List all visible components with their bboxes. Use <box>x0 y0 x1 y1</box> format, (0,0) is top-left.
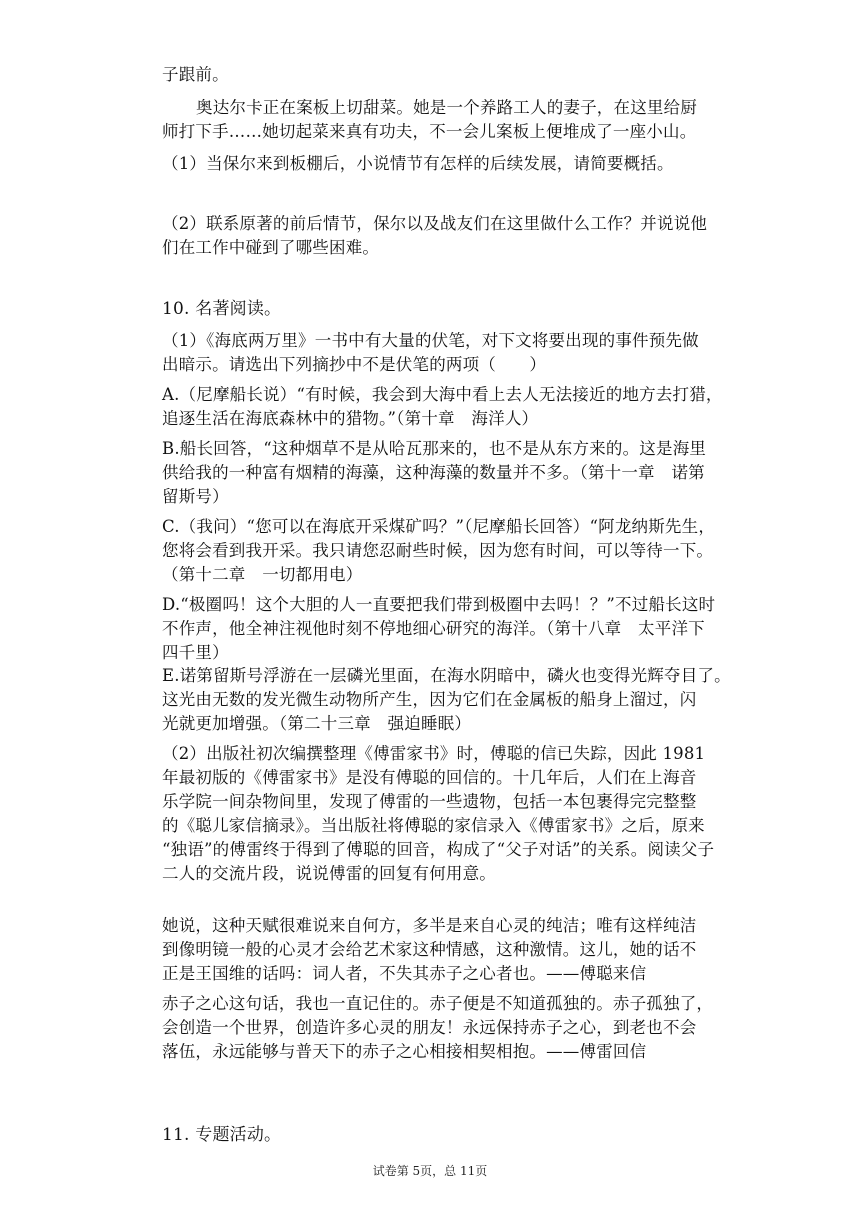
q10-option-d-line1: D.“极圈吗！这个大胆的人一直要把我们带到极圈中去吗！？”不过船长这时 <box>162 595 716 614</box>
intro-cont: 子跟前。 <box>162 65 229 84</box>
q10-heading: 10. 名著阅读。 <box>162 299 282 319</box>
q9-sub2-line2: 们在工作中碰到了哪些困难。 <box>162 238 380 257</box>
q10-option-e-line2: 这光由无数的发光微生动物所产生，因为它们在金属板的船身上溜过，闪 <box>162 690 697 709</box>
intro-para-line2: 师打下手……她切起菜来真有功夫，不一会儿案板上便堆成了一座小山。 <box>162 122 697 141</box>
q10-sub2-line5: “独语”的傅雷终于得到了傅聪的回音，构成了“父子对话”的关系。阅读父子 <box>162 840 715 859</box>
q10-sub2-line6: 二人的交流片段，说说傅雷的回复有何用意。 <box>162 864 496 883</box>
letter-fu-lei-line1: 赤子之心这句话，我也一直记住的。赤子便是不知道孤独的。赤子孤独了， <box>162 994 714 1013</box>
letter-fu-cong-line2: 到像明镜一般的心灵才会给艺术家这种情感，这种激情。这儿，她的话不 <box>162 940 697 959</box>
letter-fu-lei-line3: 落伍，永远能够与普天下的赤子之心相接相契相抱。——傅雷回信 <box>162 1042 647 1061</box>
q10-option-b-line3: 留斯号） <box>162 487 229 506</box>
q10-sub2-line4: 的《聪儿家信摘录》。当出版社将傅聪的家信录入《傅雷家书》之后，原来 <box>162 816 705 835</box>
letter-fu-cong-line3: 正是王国维的话吗：词人者，不失其赤子之心者也。——傅聪来信 <box>162 964 647 983</box>
letter-fu-lei-line2: 会创造一个世界，创造许多心灵的朋友！永远保持赤子之心，到老也不会 <box>162 1018 697 1037</box>
q9-sub1: （1）当保尔来到板棚后，小说情节有怎样的后续发展，请简要概括。 <box>162 154 674 173</box>
q10-sub2-line1: （2）出版社初次编撰整理《傅雷家书》时，傅聪的信已失踪，因此 1981 <box>162 744 706 763</box>
q10-option-c-line3: （第十二章 一切都用电） <box>162 565 363 584</box>
q10-option-b-line2: 供给我的一种富有烟精的海藻，这种海藻的数量并不多。（第十一章 诺第 <box>162 463 705 482</box>
q10-option-d-line3: 四千里） <box>162 643 229 662</box>
q10-option-e-line3: 光就更加增强。（第二十三章 强迫睡眠） <box>162 714 472 733</box>
q10-option-e-line1: E.诺第留斯号浮游在一层磷光里面，在海水阴暗中，磷火也变得光辉夺目了。 <box>162 666 731 685</box>
q10-option-c-line1: C.（我问）“您可以在海底开采煤矿吗？”（尼摩船长回答）“阿龙纳斯先生， <box>162 517 716 536</box>
intro-para-line1: 奥达尔卡正在案板上切甜菜。她是一个养路工人的妻子，在这里给厨 <box>196 98 697 117</box>
letter-fu-cong-line1: 她说，这种天赋很难说来自何方，多半是来自心灵的纯洁；唯有这样纯洁 <box>162 916 697 935</box>
q10-option-c-line2: 您将会看到我开采。我只请您忍耐些时候，因为您有时间，可以等待一下。 <box>162 541 714 560</box>
q10-option-a-line2: 追逐生活在海底森林中的猎物。”（第十章 海洋人） <box>162 409 539 428</box>
q10-option-d-line2: 不作声，他全神注视他时刻不停地细心研究的海洋。（第十八章 太平洋下 <box>162 619 705 638</box>
q10-option-b-line1: B.船长回答，“这种烟草不是从哈瓦那来的，也不是从东方来的。这是海里 <box>162 439 707 458</box>
q10-sub2-line2: 年最初版的《傅雷家书》是没有傅聪的回信的。十几年后，人们在上海音 <box>162 768 697 787</box>
page-footer: 试卷第 5页，总 11页 <box>372 1164 488 1178</box>
q10-sub1-line2: 出暗示。请选出下列摘抄中不是伏笔的两项（ ） <box>162 355 547 374</box>
q10-option-a-line1: A.（尼摩船长说）“有时候，我会到大海中看上去人无法接近的地方去打猎， <box>162 385 723 404</box>
q10-sub1-line1: （1）《海底两万里》一书中有大量的伏笔，对下文将要出现的事件预先做 <box>162 331 699 350</box>
q10-sub2-line3: 乐学院一间杂物间里，发现了傅雷的一些遗物，包括一本包裹得完完整整 <box>162 792 697 811</box>
q9-sub2-line1: （2）联系原著的前后情节，保尔以及战友们在这里做什么工作？并说说他 <box>162 214 708 233</box>
q11-heading: 11. 专题活动。 <box>162 1125 282 1145</box>
